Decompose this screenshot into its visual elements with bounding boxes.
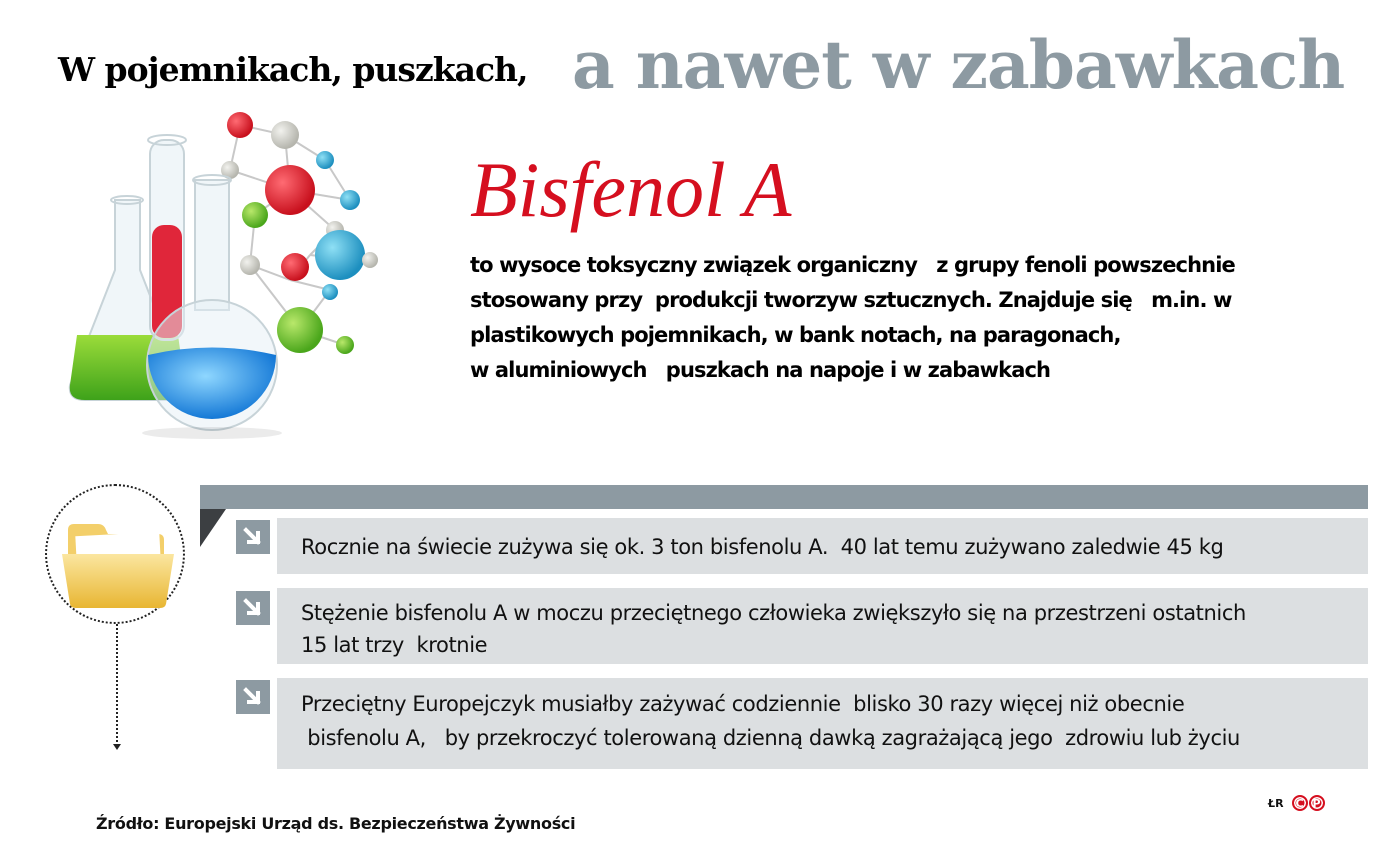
fact-text: Stężenie bisfenolu A w moczu przeciętnego człowieka zwiększyło się na przestrzeni ostatnich [301, 601, 1246, 625]
fact-bullet [236, 680, 270, 714]
main-heading: Bisfenol A [470, 146, 792, 233]
arrow-down-right-icon [236, 680, 270, 714]
timeline-arrow-icon [113, 744, 121, 750]
intro-text [470, 248, 1235, 388]
fact-row [277, 678, 1368, 769]
fact-text: bisfenolu A, by przekroczyć tolerowaną dzienną dawką zagrażającą jego zdrowiu lub życiu [301, 726, 1240, 750]
timeline-dotted-line [116, 624, 118, 746]
fact-row [277, 518, 1368, 574]
publisher-logo [1292, 795, 1325, 811]
author-initials: ŁR [1268, 796, 1284, 810]
intro-line: plastikowych pojemnikach, w bank notach, na paragonach, [470, 323, 1121, 347]
fact-text: Przeciętny Europejczyk musiałby zażywać codziennie blisko 30 razy więcej niż obecnie [301, 692, 1185, 716]
fact-row [277, 588, 1368, 664]
title-part2: a nawet w zabawkach [572, 26, 1345, 104]
title-part1: W pojemnikach, puszkach, [58, 50, 528, 89]
bar-fold-shape [200, 509, 226, 547]
logo-letter: P [1309, 795, 1325, 811]
intro-line: w aluminiowych puszkach na napoje i w zabawkach [470, 358, 1051, 382]
chemistry-lab-illustration [55, 105, 385, 445]
credit-block [1268, 795, 1325, 811]
fact-bullet [236, 591, 270, 625]
fact-text: 15 lat trzy krotnie [301, 633, 488, 657]
intro-line: stosowany przy produkcji tworzyw sztucznych. Znajduje się m.in. w [470, 288, 1232, 312]
arrow-down-right-icon [236, 591, 270, 625]
fact-text: Rocznie na świecie zużywa się ok. 3 ton bisfenolu A. 40 lat temu zużywano zaledwie 45 kg [301, 535, 1224, 559]
source-note: Źródło: Europejski Urząd ds. Bezpieczeństwa Żywności [96, 814, 576, 833]
fact-bullet [236, 520, 270, 554]
arrow-down-right-icon [236, 520, 270, 554]
logo-letter: C [1292, 795, 1308, 811]
facts-header-bar [200, 485, 1368, 509]
folder-icon [58, 520, 178, 614]
intro-line: to wysoce toksyczny związek organiczny z grupy fenoli powszechnie [470, 253, 1235, 277]
